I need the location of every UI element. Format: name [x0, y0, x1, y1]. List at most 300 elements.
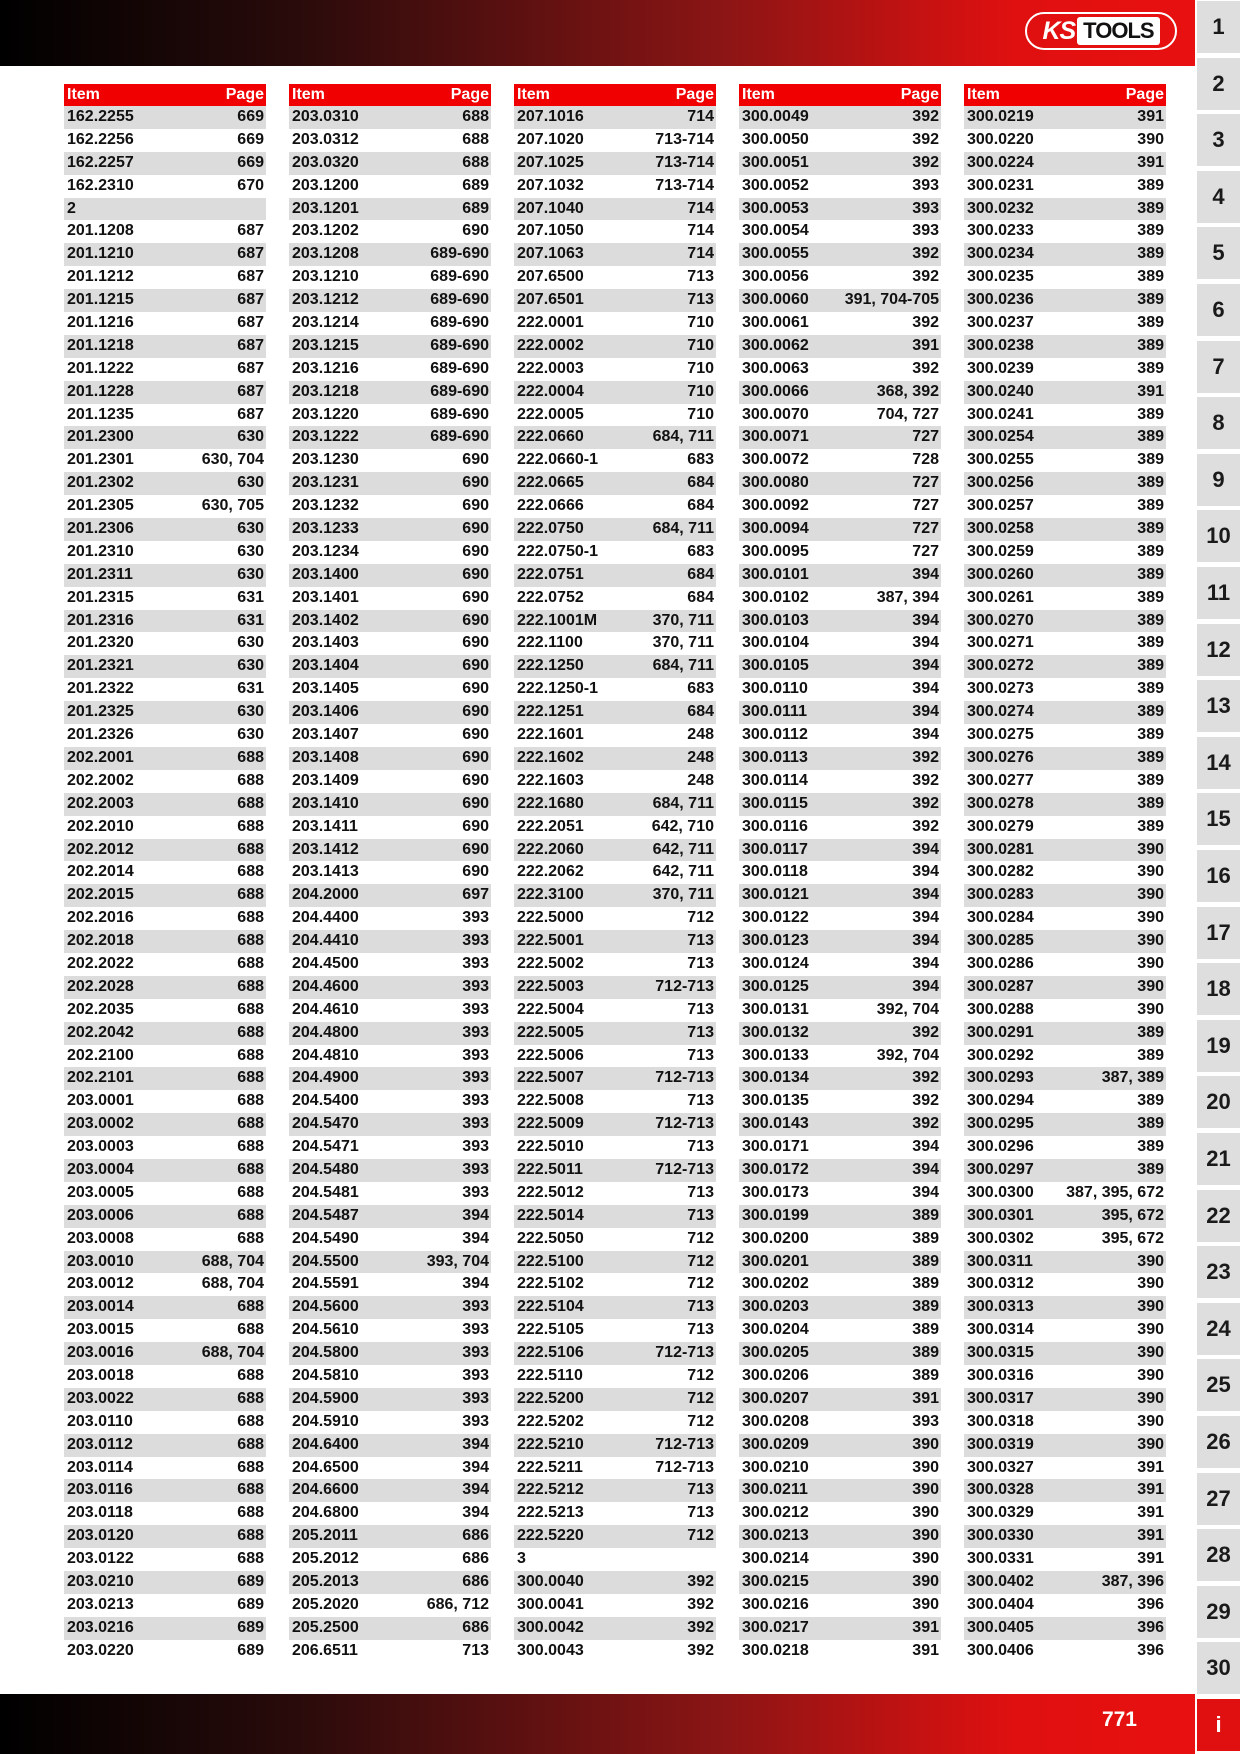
- chapter-tab-14[interactable]: 14: [1197, 737, 1240, 789]
- page-reference: 713: [687, 1092, 714, 1110]
- item-number: 300.0101: [742, 565, 809, 583]
- page-reference: 713: [687, 1321, 714, 1339]
- chapter-tab-13[interactable]: 13: [1197, 680, 1240, 732]
- table-row: [739, 587, 941, 610]
- item-number: 202.2035: [67, 1000, 134, 1018]
- chapter-tab-6[interactable]: 6: [1197, 284, 1240, 336]
- table-row: [64, 1022, 266, 1045]
- item-number: 300.0285: [967, 932, 1034, 950]
- item-number: 222.5000: [517, 909, 584, 927]
- chapter-tab-17[interactable]: 17: [1197, 907, 1240, 959]
- table-row: [739, 1296, 941, 1319]
- page-reference: 390: [1137, 840, 1164, 858]
- table-row: [514, 1525, 716, 1548]
- item-number: 201.2300: [67, 428, 134, 446]
- item-number: 203.0004: [67, 1160, 134, 1178]
- chapter-tabs: [1197, 0, 1240, 1754]
- table-row: [739, 816, 941, 839]
- page-reference: 392: [912, 245, 939, 263]
- item-number: 203.0003: [67, 1138, 134, 1156]
- table-row: [964, 861, 1166, 884]
- page-reference: 642, 711: [652, 840, 714, 858]
- table-row: [64, 1457, 266, 1480]
- table-row: [739, 1388, 941, 1411]
- page-reference: 389: [1137, 245, 1164, 263]
- item-number: 300.0404: [967, 1595, 1034, 1613]
- item-number: 203.1210: [292, 268, 359, 286]
- item-number: 203.0312: [292, 130, 359, 148]
- item-number: 162.2255: [67, 108, 134, 125]
- table-row: [289, 404, 491, 427]
- item-number: 203.0014: [67, 1298, 134, 1316]
- page-reference: 714: [687, 222, 714, 240]
- page-reference: 684, 711: [652, 520, 714, 538]
- table-row: [64, 1182, 266, 1205]
- item-number: 300.0053: [742, 199, 809, 217]
- page-reference: 713: [687, 1298, 714, 1316]
- table-row: [739, 1411, 941, 1434]
- table-row: [289, 1228, 491, 1251]
- item-number: 203.1402: [292, 611, 359, 629]
- item-number: 222.1250: [517, 657, 584, 675]
- page-reference: 394: [462, 1458, 489, 1476]
- page-reference: 390: [912, 1504, 939, 1522]
- page-reference: 392: [912, 314, 939, 332]
- item-number: 204.5810: [292, 1366, 359, 1384]
- item-number: 300.0201: [742, 1252, 809, 1270]
- item-number: 222.1100: [517, 634, 583, 652]
- table-row: [964, 152, 1166, 175]
- page-reference: 687: [237, 291, 264, 309]
- item-number: 300.0297: [967, 1160, 1034, 1178]
- chapter-tab-21[interactable]: 21: [1197, 1133, 1240, 1185]
- page-reference: 394: [462, 1275, 489, 1293]
- page-reference: 394: [462, 1481, 489, 1499]
- table-row: [64, 1640, 266, 1663]
- table-row: [964, 518, 1166, 541]
- table-row: [964, 976, 1166, 999]
- page-reference: 688: [237, 932, 264, 950]
- item-number: 300.0282: [967, 863, 1034, 881]
- item-number: 222.5014: [517, 1206, 584, 1224]
- table-row: [514, 1182, 716, 1205]
- item-number: 300.0110: [742, 680, 808, 698]
- table-row: [64, 861, 266, 884]
- table-row: [64, 381, 266, 404]
- item-number: 222.0003: [517, 359, 584, 377]
- item-number: 162.2257: [67, 153, 134, 171]
- index-column-1: [64, 84, 266, 1663]
- table-row: [64, 1228, 266, 1251]
- item-number: 300.0171: [742, 1138, 809, 1156]
- page-reference: 704, 727: [876, 405, 939, 423]
- page-reference: 689-690: [430, 382, 489, 400]
- table-row: [514, 129, 716, 152]
- chapter-tab-20[interactable]: 20: [1197, 1076, 1240, 1128]
- table-row: [514, 953, 716, 976]
- item-number: 300.0279: [967, 817, 1034, 835]
- table-row: [514, 861, 716, 884]
- chapter-tab-8[interactable]: 8: [1197, 397, 1240, 449]
- item-number: 300.0116: [742, 817, 808, 835]
- item-number: 300.0288: [967, 1000, 1034, 1018]
- page-reference: 393: [462, 1321, 489, 1339]
- page-reference: 669: [237, 108, 264, 125]
- table-row: [514, 449, 716, 472]
- table-row: [64, 770, 266, 793]
- page-reference: 688: [237, 1435, 264, 1453]
- page-reference: 688: [237, 1550, 264, 1568]
- item-number: 300.0273: [967, 680, 1034, 698]
- table-row: [739, 1251, 941, 1274]
- item-number: 207.1040: [517, 199, 584, 217]
- page-reference: 690: [462, 771, 489, 789]
- item-number: 207.6501: [517, 291, 584, 309]
- table-row: [64, 724, 266, 747]
- item-number: 204.5900: [292, 1389, 359, 1407]
- table-row: [739, 747, 941, 770]
- item-number: 204.4800: [292, 1023, 359, 1041]
- page-reference: 690: [462, 222, 489, 240]
- item-number: 300.0132: [742, 1023, 809, 1041]
- item-number: 300.0134: [742, 1069, 809, 1087]
- item-number: 300.0294: [967, 1092, 1034, 1110]
- table-row: [289, 449, 491, 472]
- table-row: [739, 472, 941, 495]
- item-number: 300.0237: [967, 314, 1034, 332]
- page-reference: 688: [237, 1115, 264, 1133]
- item-number: 222.5009: [517, 1115, 584, 1133]
- item-number: 300.0204: [742, 1321, 809, 1339]
- item-number: 300.0095: [742, 542, 809, 560]
- chapter-tab-26[interactable]: 26: [1197, 1416, 1240, 1468]
- table-row: [739, 129, 941, 152]
- chapter-tab-4[interactable]: 4: [1197, 171, 1240, 223]
- page-reference: 391: [1137, 1527, 1164, 1545]
- chapter-tab-23[interactable]: 23: [1197, 1246, 1240, 1298]
- chapter-tab-22[interactable]: 22: [1197, 1190, 1240, 1242]
- column-header: [739, 84, 941, 106]
- page-reference: 387, 395, 672: [1066, 1183, 1164, 1201]
- item-number: 202.2028: [67, 977, 134, 995]
- item-number: 222.1680: [517, 794, 584, 812]
- table-row: [514, 518, 716, 541]
- page-reference: 392: [912, 1069, 939, 1087]
- item-number: 300.0277: [967, 771, 1034, 789]
- table-row: [289, 106, 491, 129]
- item-number: 300.0056: [742, 268, 809, 286]
- page-reference: 389: [1137, 1115, 1164, 1133]
- table-row: [964, 999, 1166, 1022]
- chapter-tab-25[interactable]: 25: [1197, 1359, 1240, 1411]
- table-row: [964, 701, 1166, 724]
- page-reference: 684: [687, 474, 714, 492]
- item-number: 300.0292: [967, 1046, 1034, 1064]
- item-number: 300.0233: [967, 222, 1034, 240]
- page-reference: 689-690: [430, 428, 489, 446]
- table-row: [289, 1388, 491, 1411]
- chapter-tab-28[interactable]: 28: [1197, 1529, 1240, 1581]
- item-number: 300.0218: [742, 1641, 809, 1659]
- page-reference: 688, 704: [201, 1344, 264, 1362]
- item-number: 300.0210: [742, 1458, 809, 1476]
- page-reference: 689: [462, 199, 489, 217]
- item-number: 203.1230: [292, 451, 359, 469]
- page-reference: 727: [912, 542, 939, 560]
- table-row: [64, 1617, 266, 1640]
- item-number: 300.0293: [967, 1069, 1034, 1087]
- table-row: [739, 610, 941, 633]
- table-row: [289, 1113, 491, 1136]
- table-row: [964, 1090, 1166, 1113]
- page-reference: 690: [462, 657, 489, 675]
- table-row: [289, 152, 491, 175]
- page-reference: 389: [1137, 1138, 1164, 1156]
- chapter-tab-11[interactable]: 11: [1197, 567, 1240, 619]
- item-number: 207.1032: [517, 176, 584, 194]
- page-reference: 392: [912, 359, 939, 377]
- page-reference: 713: [687, 932, 714, 950]
- item-number: 202.2022: [67, 954, 134, 972]
- item-number: 203.1220: [292, 405, 359, 423]
- item-number: 300.0256: [967, 474, 1034, 492]
- page-reference: 688: [237, 909, 264, 927]
- item-number: 300.0312: [967, 1275, 1034, 1293]
- table-row: [964, 1388, 1166, 1411]
- table-row: [964, 1251, 1166, 1274]
- table-row: [289, 335, 491, 358]
- page-reference: 712: [687, 1527, 714, 1545]
- chapter-tab-5[interactable]: 5: [1197, 227, 1240, 279]
- page-reference: 686, 712: [426, 1595, 489, 1613]
- page-reference: 393: [462, 1412, 489, 1430]
- item-number: 222.5008: [517, 1092, 584, 1110]
- item-number: 222.5002: [517, 954, 584, 972]
- chapter-tab-2[interactable]: 2: [1197, 58, 1240, 110]
- page-reference: 370, 711: [652, 634, 714, 652]
- table-row: [964, 266, 1166, 289]
- page-reference: 391: [1137, 1504, 1164, 1522]
- page-reference: 713: [687, 954, 714, 972]
- table-row: [964, 816, 1166, 839]
- page-reference: 391: [912, 1389, 939, 1407]
- item-number: 3: [517, 1550, 526, 1568]
- table-row: [964, 632, 1166, 655]
- item-number: 203.0216: [67, 1618, 134, 1636]
- item-number: 201.2320: [67, 634, 134, 652]
- item-number: 300.0199: [742, 1206, 809, 1224]
- item-number: 204.5591: [292, 1275, 359, 1293]
- item-number: 201.2302: [67, 474, 134, 492]
- chapter-tab-29[interactable]: 29: [1197, 1586, 1240, 1638]
- item-number: 206.6511: [292, 1641, 358, 1659]
- page-reference: 389: [1137, 1023, 1164, 1041]
- header-page-label: Page: [450, 86, 489, 103]
- column-header: [514, 84, 716, 106]
- page-reference: 392, 704: [876, 1000, 939, 1018]
- page-reference: 712: [687, 1275, 714, 1293]
- item-number: 202.2042: [67, 1023, 134, 1041]
- page-reference: 389: [1137, 199, 1164, 217]
- page-reference: 390: [1137, 1321, 1164, 1339]
- chapter-tab-3[interactable]: 3: [1197, 114, 1240, 166]
- chapter-tab-30[interactable]: 30: [1197, 1642, 1240, 1694]
- chapter-tab-info[interactable]: i: [1197, 1699, 1240, 1751]
- table-row: [739, 1228, 941, 1251]
- page-reference: 687: [237, 268, 264, 286]
- page-reference: 393: [462, 1389, 489, 1407]
- chapter-tab-12[interactable]: 12: [1197, 624, 1240, 676]
- item-number: 203.1403: [292, 634, 359, 652]
- table-row: [64, 1548, 266, 1571]
- page-reference: 392: [912, 771, 939, 789]
- item-number: 300.0094: [742, 520, 809, 538]
- item-number: 202.2016: [67, 909, 134, 927]
- chapter-tab-9[interactable]: 9: [1197, 454, 1240, 506]
- table-row: [64, 655, 266, 678]
- table-row: [514, 1067, 716, 1090]
- page-reference: 391: [1137, 1550, 1164, 1568]
- item-number: 203.0120: [67, 1527, 134, 1545]
- item-number: 204.6500: [292, 1458, 359, 1476]
- table-row: [289, 1525, 491, 1548]
- page-reference: 712: [687, 1252, 714, 1270]
- page-reference: 394: [912, 611, 939, 629]
- page-reference: 389: [1137, 451, 1164, 469]
- table-row: [739, 793, 941, 816]
- page-reference: 690: [462, 863, 489, 881]
- table-row: [289, 129, 491, 152]
- table-row: [739, 861, 941, 884]
- item-number: 203.1208: [292, 245, 359, 263]
- item-number: 300.0054: [742, 222, 809, 240]
- item-number: 300.0203: [742, 1298, 809, 1316]
- table-row: [514, 976, 716, 999]
- page-reference: 689-690: [430, 405, 489, 423]
- page-reference: 395, 672: [1101, 1206, 1164, 1224]
- table-row: [739, 518, 941, 541]
- item-number: 300.0317: [967, 1389, 1034, 1407]
- page-reference: 688: [237, 1206, 264, 1224]
- page-reference: 392: [912, 130, 939, 148]
- page-reference: 686: [462, 1618, 489, 1636]
- page-reference: 394: [912, 977, 939, 995]
- item-number: 201.1235: [67, 405, 134, 423]
- table-row: [514, 678, 716, 701]
- table-row: [514, 999, 716, 1022]
- page-reference: 392: [687, 1573, 714, 1590]
- item-number: 300.0115: [742, 794, 808, 812]
- table-row: [289, 1205, 491, 1228]
- page-reference: 690: [462, 726, 489, 744]
- page-reference: 688: [237, 1527, 264, 1545]
- item-number: 201.1222: [67, 359, 134, 377]
- item-number: 300.0118: [742, 863, 808, 881]
- header-item-label: Item: [67, 86, 100, 103]
- page-reference: 690: [462, 520, 489, 538]
- item-number: 203.1222: [292, 428, 359, 446]
- page-reference: 689: [237, 1641, 264, 1659]
- chapter-tab-15[interactable]: 15: [1197, 793, 1240, 845]
- table-row: [64, 930, 266, 953]
- table-row: [514, 541, 716, 564]
- table-row: [289, 1479, 491, 1502]
- table-row: [289, 358, 491, 381]
- item-number: 222.5102: [517, 1275, 584, 1293]
- page-reference: 393: [462, 909, 489, 927]
- chapter-tab-24[interactable]: 24: [1197, 1303, 1240, 1355]
- page-reference: 683: [687, 542, 714, 560]
- item-number: 202.2002: [67, 771, 134, 789]
- chapter-tab-10[interactable]: 10: [1197, 510, 1240, 562]
- item-number: 222.2062: [517, 863, 584, 881]
- table-row: [514, 198, 716, 221]
- page-reference: 393, 704: [426, 1252, 489, 1270]
- table-row: [964, 678, 1166, 701]
- chapter-tab-16[interactable]: 16: [1197, 850, 1240, 902]
- table-row: [289, 839, 491, 862]
- item-number: 300.0270: [967, 611, 1034, 629]
- table-row: [64, 1411, 266, 1434]
- item-number: 300.0103: [742, 611, 809, 629]
- page-reference: 630: [237, 726, 264, 744]
- chapter-tab-7[interactable]: 7: [1197, 341, 1240, 393]
- page-reference: 392: [912, 748, 939, 766]
- chapter-tab-1[interactable]: 1: [1197, 1, 1240, 53]
- table-row: [64, 816, 266, 839]
- item-number: 222.5211: [517, 1458, 583, 1476]
- table-row: [514, 1411, 716, 1434]
- page-reference: 688, 704: [201, 1275, 264, 1293]
- page-reference: 389: [912, 1229, 939, 1247]
- item-number: 300.0236: [967, 291, 1034, 309]
- page-reference: 688: [237, 977, 264, 995]
- table-row: [739, 701, 941, 724]
- page-reference: 389: [1137, 634, 1164, 652]
- index-column-2: [289, 84, 491, 1663]
- item-number: 300.0258: [967, 520, 1034, 538]
- item-number: 300.0295: [967, 1115, 1034, 1133]
- chapter-tab-18[interactable]: 18: [1197, 963, 1240, 1015]
- table-row: [64, 632, 266, 655]
- item-number: 300.0405: [967, 1618, 1034, 1636]
- item-number: 300.0122: [742, 909, 809, 927]
- item-number: 300.0259: [967, 542, 1034, 560]
- page-reference: 688: [237, 794, 264, 812]
- table-row: [739, 678, 941, 701]
- page-reference: 370, 711: [652, 886, 714, 904]
- table-row: [289, 1045, 491, 1068]
- page-reference: 727: [912, 497, 939, 515]
- table-row: [514, 404, 716, 427]
- page-reference: 688: [237, 886, 264, 904]
- page-reference: 630, 705: [201, 497, 264, 515]
- table-row: [64, 587, 266, 610]
- item-number: 300.0276: [967, 748, 1034, 766]
- chapter-tab-27[interactable]: 27: [1197, 1473, 1240, 1525]
- page-reference: 389: [1137, 657, 1164, 675]
- item-number: 300.0043: [517, 1641, 584, 1659]
- item-number: 300.0283: [967, 886, 1034, 904]
- page-reference: 393: [912, 1412, 939, 1430]
- page-reference: 393: [462, 1366, 489, 1384]
- chapter-tab-19[interactable]: 19: [1197, 1020, 1240, 1072]
- table-row: [289, 1296, 491, 1319]
- table-row: [514, 243, 716, 266]
- page-reference: 712: [687, 1389, 714, 1407]
- item-number: 204.5487: [292, 1206, 359, 1224]
- page-reference: 391: [1137, 153, 1164, 171]
